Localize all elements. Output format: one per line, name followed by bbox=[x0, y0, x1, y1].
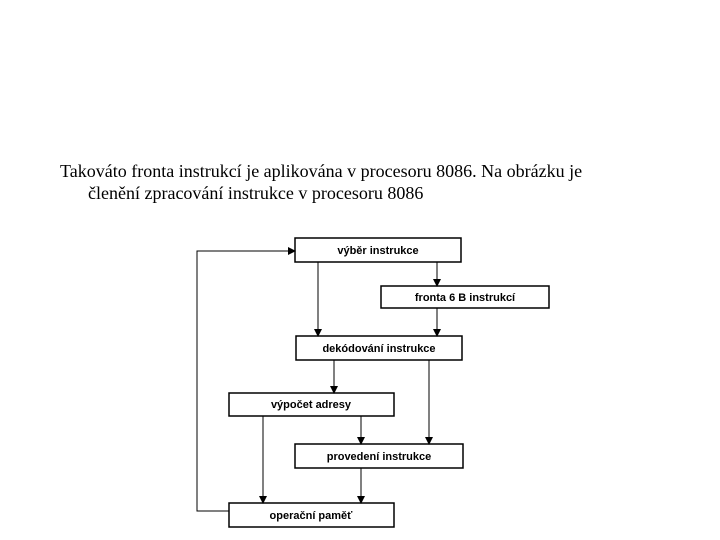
node-vyber-instrukce bbox=[295, 238, 461, 262]
node-vyber-instrukce-label: výběr instrukce bbox=[337, 245, 419, 257]
description-line-2: členění zpracování instrukce v procesoru 8086 bbox=[88, 183, 424, 203]
description-line-1: Takováto fronta instrukcí je aplikována v procesoru 8086. Na obrázku je bbox=[60, 161, 583, 181]
arrow-pamet-to-vyber bbox=[197, 251, 295, 511]
node-vypocet-adresy-label: výpočet adresy bbox=[270, 399, 352, 411]
node-dekodovani-instrukce bbox=[296, 336, 462, 360]
node-operacni-pamet-label: operační paměť bbox=[269, 510, 353, 522]
node-dekodovani-instrukce-label: dekódování instrukce bbox=[322, 343, 436, 355]
node-provedeni-instrukce bbox=[295, 444, 463, 468]
node-operacni-pamet bbox=[229, 503, 394, 527]
node-fronta-instrukci-label: fronta 6 B instrukcí bbox=[414, 292, 516, 304]
node-fronta-instrukci bbox=[381, 286, 549, 308]
node-provedeni-instrukce-label: provedení instrukce bbox=[326, 451, 432, 463]
node-vypocet-adresy bbox=[229, 393, 394, 416]
